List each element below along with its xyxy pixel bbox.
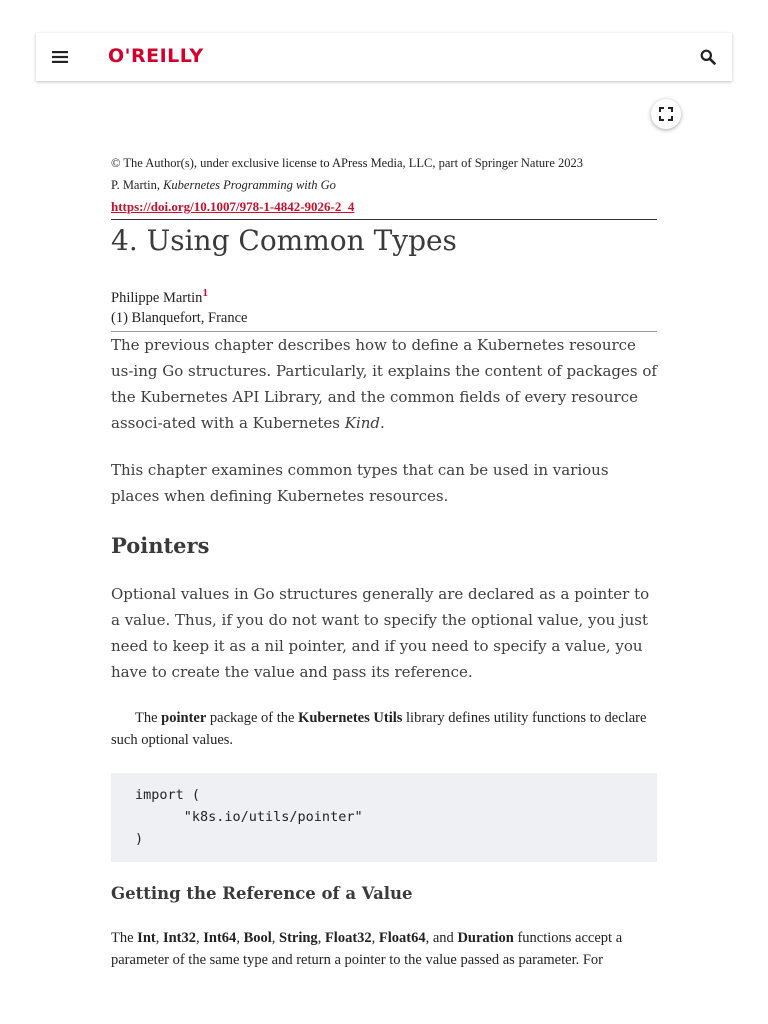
func-int32: Int32: [162, 929, 197, 946]
sep: ,: [371, 929, 379, 946]
func-bool: Bool: [243, 929, 272, 946]
menu-button[interactable]: [49, 46, 71, 68]
copyright-line: © The Author(s), under exclusive license to APress Media, LLC, part of Springer Nature 2023: [111, 156, 584, 170]
search-icon: [700, 49, 716, 65]
fullscreen-button[interactable]: [651, 99, 681, 129]
sep: ,: [196, 929, 204, 946]
divider: [111, 219, 657, 220]
pointer-package-paragraph: [111, 707, 657, 751]
text: The: [111, 929, 138, 946]
text: package of the: [206, 709, 299, 726]
author-affiliation: (1) Blanquefort, France: [111, 309, 248, 326]
subsection-heading-reference: Getting the Reference of a Value: [111, 883, 413, 903]
code-block: import ( "k8s.io/utils/pointer" ): [111, 773, 657, 862]
library-name: Kubernetes Utils: [298, 709, 403, 726]
book-title: Kubernetes Programming with Go: [163, 178, 336, 192]
func-duration: Duration: [457, 929, 514, 946]
author-name: Philippe Martin: [111, 289, 203, 306]
pointer-package-name: pointer: [161, 709, 207, 726]
chapter-content: [111, 152, 657, 971]
chapter-title: 4. Using Common Types: [111, 224, 457, 257]
func-float32: Float32: [324, 929, 372, 946]
pointers-paragraph: Optional values in Go structures generally are declared as a pointer to a value. Thus, if you do not want to specify the optional value, you just need to keep it as a nil pointer, and if you need to specify a value, you have to create the value and pass its reference.: [111, 584, 650, 681]
sep: ,: [236, 929, 244, 946]
kind-term: Kind: [344, 413, 381, 432]
func-string: String: [279, 929, 318, 946]
search-button[interactable]: [698, 47, 718, 67]
sep: ,: [317, 929, 325, 946]
citation-author: P. Martin,: [111, 178, 164, 192]
intro-text-end: .: [380, 413, 385, 432]
reference-paragraph: [111, 927, 657, 971]
sep: ,: [155, 929, 163, 946]
menu-icon: [52, 51, 68, 63]
citation-line: [111, 174, 657, 196]
func-float64: Float64: [378, 929, 426, 946]
text: functions accept a parameter of the same type and return a pointer to the value passed as parameter. For: [111, 929, 623, 968]
section-heading-pointers: Pointers: [111, 532, 210, 558]
intro-paragraph-2: This chapter examines common types that can be used in various places when defining Kubernetes resources.: [111, 460, 609, 505]
sep: ,: [271, 929, 280, 946]
text: The: [135, 709, 162, 726]
func-int: Int: [137, 929, 156, 946]
doi-link[interactable]: https://doi.org/10.1007/978-1-4842-9026-2_4: [111, 199, 355, 214]
top-app-bar: [36, 33, 732, 81]
fullscreen-icon: [659, 107, 673, 121]
intro-paragraph-1: [111, 332, 657, 436]
intro-text: The previous chapter describes how to define a Kubernetes resource us-ing Go structures. Particularly, it explains the content of packages of the Kubernetes API Library, and the common fields of every resource associ-ated with a Kubernetes: [111, 335, 657, 432]
sep: , and: [425, 929, 458, 946]
func-int64: Int64: [203, 929, 237, 946]
text: library defines utility functions to declare such optional values.: [111, 709, 647, 748]
author-footnote-link[interactable]: 1: [202, 287, 208, 299]
oreilly-logo[interactable]: O'REILLY: [108, 45, 204, 67]
author-line: [111, 283, 657, 308]
